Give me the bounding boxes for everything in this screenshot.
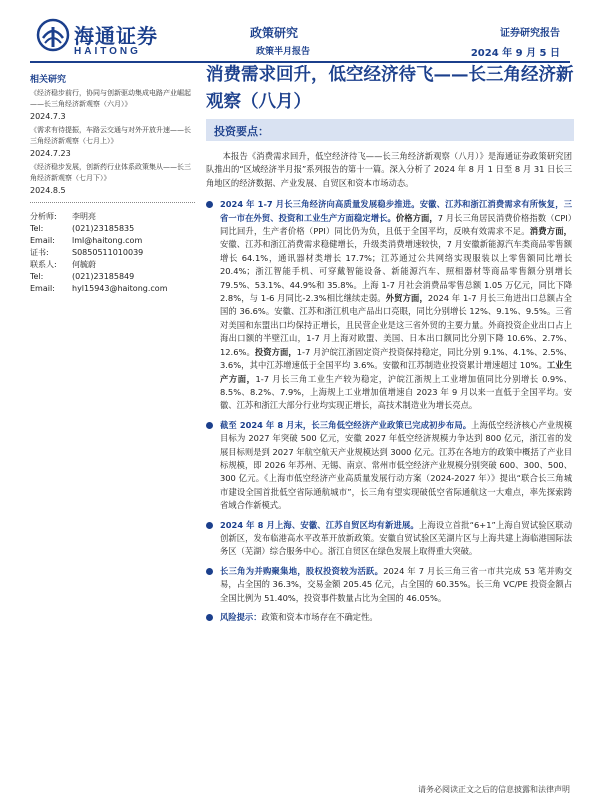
- key-point-text: 上海低空经济核心产业规模目标为 2027 年突破 500 亿元，安徽 2027 年低空经济规模力争达到 800 亿元，浙江省的发展目标则是到 2027 年航空航天产业规模达到 3000 亿元。江苏在各地方的政策中概括了产业目标规模，即 2026 年苏州、无锡、南京、常州市低空经济产业规模分别突破 600、300、500、300 亿元。《上海市低空经济产业高质量发展行动方案（2024-2027 年）》提出“联合长三角城市建设全国首批低空省际通航城市”，长三角有望实现破低空省际通航这一大难点，率先探索跨省域合作新模式。: [220, 419, 572, 511]
- bullet-icon: [206, 201, 213, 208]
- key-point: [206, 198, 572, 413]
- analyst-line: [30, 259, 195, 271]
- key-point-keyword: 消费方面，: [529, 226, 572, 237]
- sidebar: [30, 72, 195, 295]
- key-point-text: 7 月长三角居民消费价格指数（CPI）同比回升，生产者价格（PPI）同比仍为负，且低于全国平均，反映有效需求不足。: [220, 212, 572, 237]
- analyst-value: (021)23185849: [72, 272, 135, 281]
- analyst-value: S0850511010039: [72, 248, 144, 257]
- bullet-icon: [206, 522, 213, 529]
- key-point-text: 安徽、江苏和浙江消费需求稳健增长，升级类消费增速较快，7 月安徽新能源汽车类商品零售额增长 64.1%，通讯器材类增长 17.7%；江苏通过公共网络实现服装以上零售额同比增长 20.4%；浙江智能手机、可穿戴智能设备、新能源汽车、照相器材等商品零售额分别增长 79.5%、53.1%、44.9%和 35.8%。上海 1-7 月社会消费品零售总额 1.05 万亿元，同比下降 2.8%，与 1-6 月同比-2.3%相比继续走弱。: [220, 239, 572, 304]
- key-point-keyword: 投资方面，: [254, 346, 297, 357]
- analyst-value: (021)23185835: [72, 224, 135, 233]
- risk-warning-label: 风险提示：: [220, 612, 262, 622]
- key-point-text: 上海设立首批“6+1”上海自贸试验区联动创新区，发布临港高水平改革开放新政策。安徽自贸试验区芜湖片区与上海共建上海临港国际法务区（芜湖）综合服务中心。浙江自贸区在绿色发展上取得重大突破。: [220, 519, 572, 557]
- haitong-logo: [36, 18, 158, 66]
- logo-english-text: HAITONG: [74, 46, 141, 57]
- key-point-text: 1-7 月沪皖江浙固定资产投资保持稳定，同比分别 9.1%、4.1%、2.5%、3.6%，其中江苏增速低于全国平均 3.6%。安徽和江苏制造业投资累计增速超过 10%。: [220, 346, 572, 371]
- key-point-lead: 截至 2024 年 8 月末，长三角低空经济产业政策已完成初步布局。: [220, 419, 472, 430]
- analyst-email-link[interactable]: hyl15943@haitong.com: [72, 284, 168, 293]
- report-body: [206, 150, 572, 630]
- analyst-value: 何毓蔚: [72, 260, 96, 269]
- key-point: [206, 565, 572, 605]
- analyst-key: 证书:: [30, 248, 49, 257]
- key-point-text: 1-7 月长三角工业生产较为稳定，沪皖江浙规上工业增加值同比分别增长 0.9%、8.5%、8.2%、7.9%，上海规上工业增加值增速自 2023 年 9 月以来一直低于全国平均。安徽、江苏和浙江大部分行业均实现正增长，高技术制造业为增长亮点。: [220, 373, 572, 411]
- key-point-keyword: 价格方面，: [395, 212, 438, 223]
- report-label: 证券研究报告: [500, 28, 560, 39]
- bullet-icon: [206, 568, 213, 575]
- key-point-text: 2024 年 1-7 月长三角进出口总额占全国的 36.6%。安徽、江苏和浙江机电产品出口亮眼，同比分别增长 12%、9.1%、9.5%。三省对美国和东盟出口均保持正增长，且民营企业是这三省外贸的主要力量。外商投资企业出口占上海出口额的半壁江山，1-7 月上海对欧盟、美国、日本出口额同比分别下降 10.6%、2.7%、12.6%。: [220, 293, 572, 357]
- related-research-title[interactable]: 《经济稳步前行，协同与创新驱动集成电路产业崛起——长三角经济新观察（六月）》: [30, 89, 191, 108]
- analyst-line: [30, 247, 195, 259]
- haitong-logo-mark-icon: [36, 18, 70, 58]
- summary-heading: 投资要点：: [214, 125, 269, 138]
- report-date: 2024 年 9 月 5 日: [470, 48, 560, 59]
- key-point-lead: 2024 年 1-7 月长三角经济向高质量发展稳步推进。安徽、江苏和浙江消费需求有所恢复，三省一市在外贸、投资和工业生产方面稳定增长。: [220, 199, 572, 223]
- intro-paragraph: 本报告《消费需求回升，低空经济待飞——长三角经济新观察（八月）》是海通证券政策研究团队推出的“区域经济半月报”系列报告的第十一篇。深入分析了 2024 年 8 月 1 日至 8 月 31 日长三角地区的经济数据、产业发展、自贸区和资本市场动态。: [206, 151, 572, 188]
- analyst-key: 分析师:: [30, 212, 57, 221]
- logo-chinese-text: 海通证券: [74, 24, 158, 48]
- risk-warning-text: 政策和资本市场存在不确定性。: [261, 612, 378, 622]
- analyst-key: Email:: [30, 236, 55, 245]
- report-subtype: 政策半月报告: [256, 47, 311, 57]
- bullet-icon: [206, 422, 213, 429]
- analyst-value: 李明亮: [72, 212, 96, 221]
- key-point: [206, 519, 572, 559]
- report-title: 消费需求回升，低空经济待飞——长三角经济新观察（八月）: [206, 65, 574, 112]
- related-research-date: 2024.8.5: [30, 186, 66, 195]
- bullet-icon: [206, 614, 213, 621]
- analyst-info: [30, 211, 195, 295]
- risk-warning: [206, 611, 572, 624]
- analyst-key: Email:: [30, 284, 55, 293]
- disclosure-note: 请务必阅读正文之后的信息披露和法律声明: [418, 785, 570, 794]
- related-research-list: [30, 88, 195, 196]
- analyst-line: [30, 271, 195, 283]
- related-research-date: 2024.7.23: [30, 149, 71, 158]
- analyst-line: [30, 211, 195, 223]
- analyst-email-link[interactable]: lml@haitong.com: [72, 236, 143, 245]
- analyst-line: [30, 283, 195, 295]
- related-research-title[interactable]: 《需求有待提振，车路云交通与对外开放升速——长三角经济新观察（七月上）》: [30, 126, 191, 145]
- key-point-text: 2024 年 7 月长三角三省一市共完成 53 笔并购交易，占全国的 36.3%，交易金额 205.45 亿元，占全国的 60.35%。长三角 VC/PE 投资金额占全国比例为 51.40%，投资事件数量占比为全国的 46.05%。: [220, 565, 572, 603]
- analyst-key: Tel:: [30, 272, 44, 281]
- related-research-title[interactable]: 《经济稳步发展，创新药行业体系政策集从——长三角经济新观察（七月下）》: [30, 163, 191, 182]
- key-point: [206, 419, 572, 513]
- sidebar-divider: [30, 202, 195, 203]
- analyst-key: Tel:: [30, 224, 44, 233]
- summary-heading-bar: [206, 119, 574, 141]
- analyst-key: 联系人:: [30, 260, 57, 269]
- report-type: 政策研究: [250, 26, 299, 40]
- analyst-line: [30, 223, 195, 235]
- related-research-date: 2024.7.3: [30, 112, 66, 121]
- key-point-lead: 2024 年 8 月上海、安徽、江苏自贸区均有新进展。: [220, 519, 419, 530]
- key-point-keyword: 外贸方面，: [385, 293, 428, 304]
- related-research-heading: 相关研究: [30, 75, 67, 85]
- analyst-line: [30, 235, 195, 247]
- key-point-keyword: 工业生产方面，: [220, 360, 572, 384]
- key-point-lead: 长三角为并购聚集地，股权投资较为活跃。: [220, 565, 384, 576]
